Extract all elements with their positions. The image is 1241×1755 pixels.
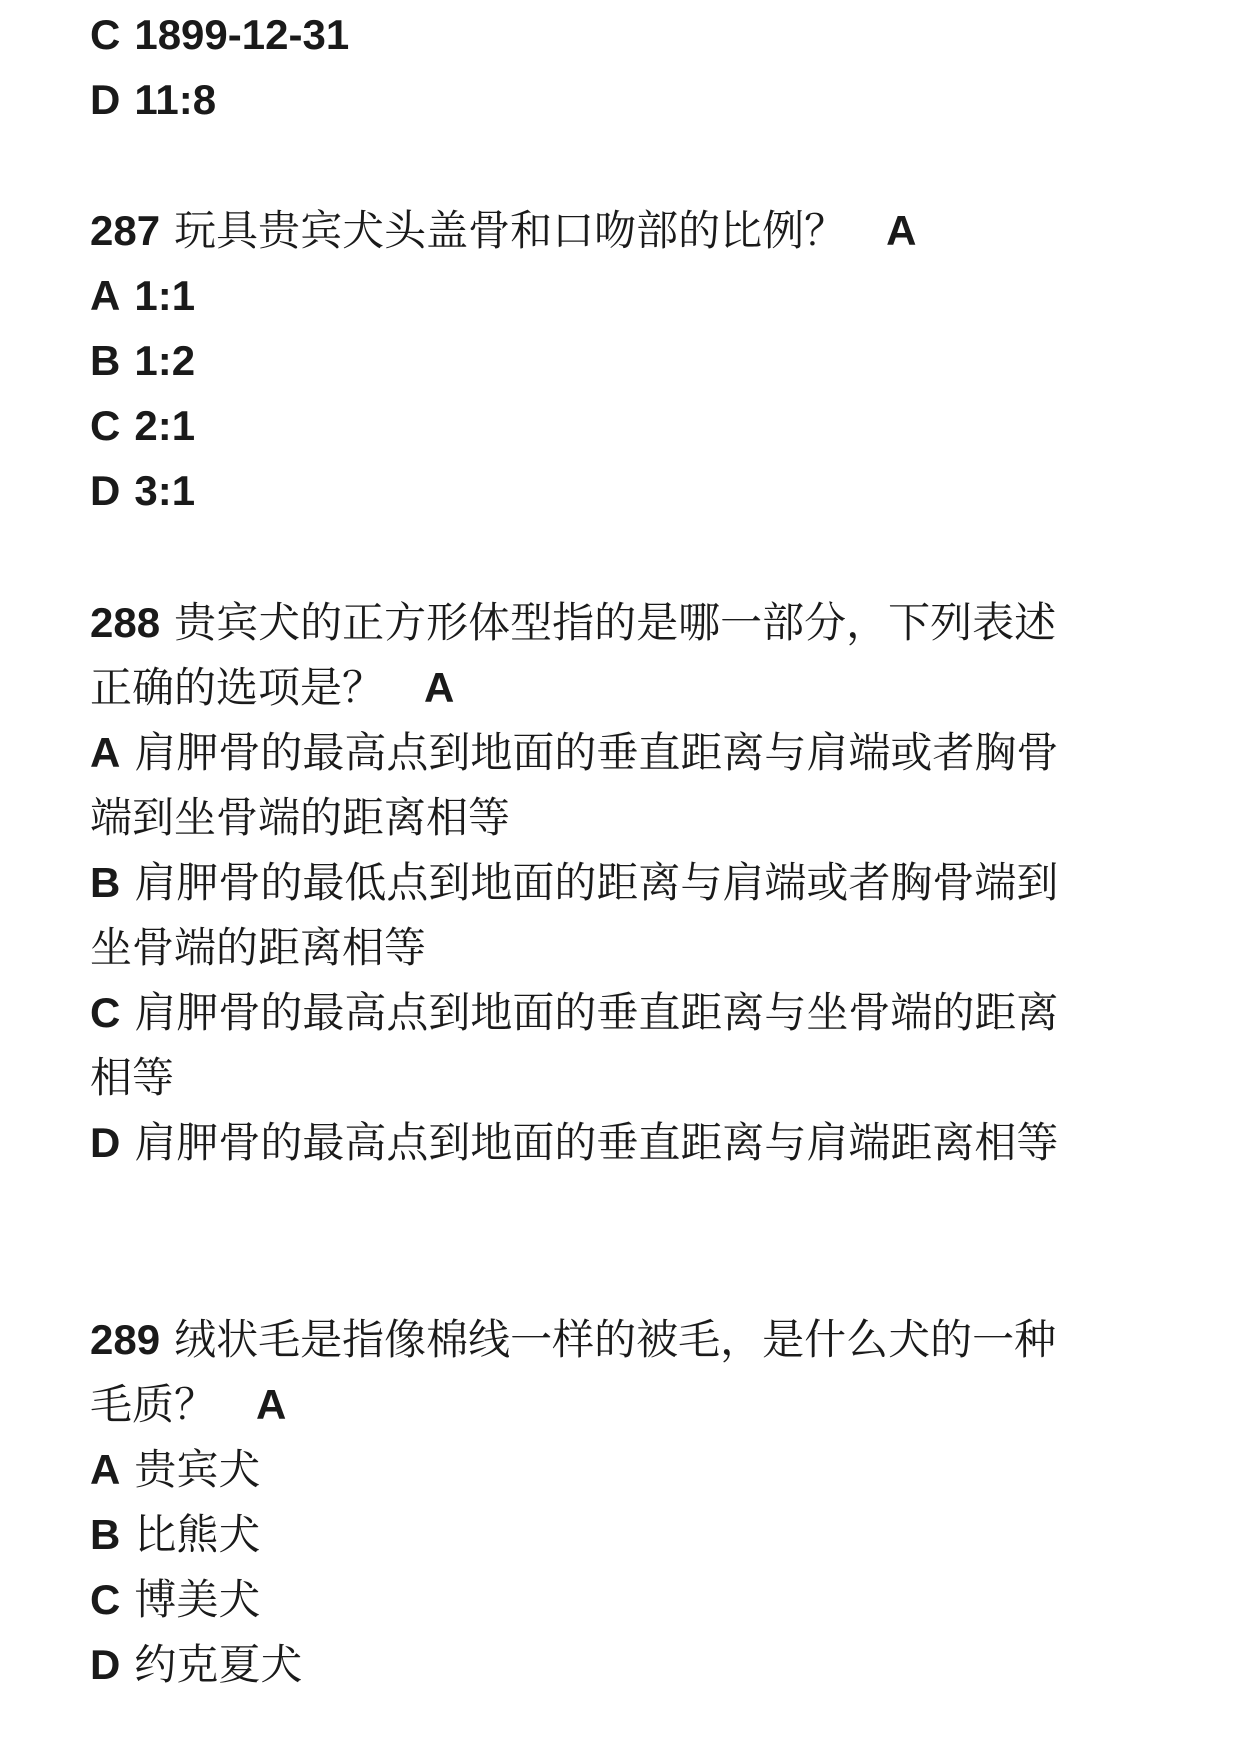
option-b-continued xyxy=(90,915,1058,980)
option-text: 肩胛骨的最高点到地面的垂直距离与肩端或者胸骨 xyxy=(134,728,1059,777)
option-c-continued xyxy=(90,1045,1058,1110)
option-text: 坐骨端的距离相等 xyxy=(90,923,427,972)
question-text: 毛质？ xyxy=(90,1380,217,1429)
option-letter: D xyxy=(90,76,121,123)
option-d xyxy=(90,1110,1058,1175)
option-letter: C xyxy=(90,989,121,1036)
option-text: 1:2 xyxy=(134,337,196,384)
option-letter: B xyxy=(90,337,121,384)
option-a-continued xyxy=(90,785,1058,850)
option-letter: A xyxy=(90,272,121,319)
question-number: 287 xyxy=(90,207,161,254)
option-text: 相等 xyxy=(90,1053,175,1102)
question-text: 玩具贵宾犬头盖骨和口吻部的比例？ xyxy=(174,206,847,255)
option-c xyxy=(90,393,916,458)
option-text: 端到坐骨端的距离相等 xyxy=(90,793,511,842)
option-letter: B xyxy=(90,1511,121,1558)
option-text: 1899-12-31 xyxy=(134,11,350,58)
option-text: 博美犬 xyxy=(134,1575,261,1624)
option-text: 肩胛骨的最高点到地面的垂直距离与肩端距离相等 xyxy=(134,1118,1059,1167)
question-stem xyxy=(90,198,916,263)
question-289 xyxy=(90,1307,1056,1697)
option-c xyxy=(90,2,349,67)
question-288 xyxy=(90,590,1058,1175)
option-a xyxy=(90,263,916,328)
option-text: 3:1 xyxy=(134,467,196,514)
option-d xyxy=(90,67,349,132)
option-letter: C xyxy=(90,11,121,58)
option-c xyxy=(90,980,1058,1045)
question-287 xyxy=(90,198,916,523)
option-text: 1:1 xyxy=(134,272,196,319)
answer-key: A xyxy=(424,664,455,711)
option-letter: D xyxy=(90,1641,121,1688)
option-d xyxy=(90,458,916,523)
option-b xyxy=(90,328,916,393)
previous-question-options xyxy=(90,2,349,132)
question-text: 绒状毛是指像棉线一样的被毛，是什么犬的一种 xyxy=(174,1315,1057,1364)
option-letter: D xyxy=(90,1119,121,1166)
option-letter: A xyxy=(90,729,121,776)
option-text: 肩胛骨的最高点到地面的垂直距离与坐骨端的距离 xyxy=(134,988,1059,1037)
question-stem xyxy=(90,1307,1056,1372)
option-letter: A xyxy=(90,1446,121,1493)
option-text: 约克夏犬 xyxy=(134,1640,303,1689)
option-letter: C xyxy=(90,402,121,449)
question-stem xyxy=(90,590,1058,655)
question-number: 288 xyxy=(90,599,161,646)
option-d xyxy=(90,1632,1056,1697)
answer-key: A xyxy=(256,1381,287,1428)
option-c xyxy=(90,1567,1056,1632)
option-letter: C xyxy=(90,1576,121,1623)
option-letter: B xyxy=(90,859,121,906)
option-b xyxy=(90,1502,1056,1567)
question-stem-continued xyxy=(90,655,1058,720)
option-a xyxy=(90,720,1058,785)
option-text: 肩胛骨的最低点到地面的距离与肩端或者胸骨端到 xyxy=(134,858,1059,907)
option-b xyxy=(90,850,1058,915)
answer-key: A xyxy=(886,207,917,254)
option-text: 11:8 xyxy=(134,76,217,123)
option-text: 贵宾犬 xyxy=(134,1445,261,1494)
option-text: 2:1 xyxy=(134,402,196,449)
question-stem-continued xyxy=(90,1372,1056,1437)
question-number: 289 xyxy=(90,1316,161,1363)
option-text: 比熊犬 xyxy=(134,1510,261,1559)
option-letter: D xyxy=(90,467,121,514)
question-text: 正确的选项是？ xyxy=(90,663,385,712)
option-a xyxy=(90,1437,1056,1502)
question-text: 贵宾犬的正方形体型指的是哪一部分，下列表述 xyxy=(174,598,1057,647)
